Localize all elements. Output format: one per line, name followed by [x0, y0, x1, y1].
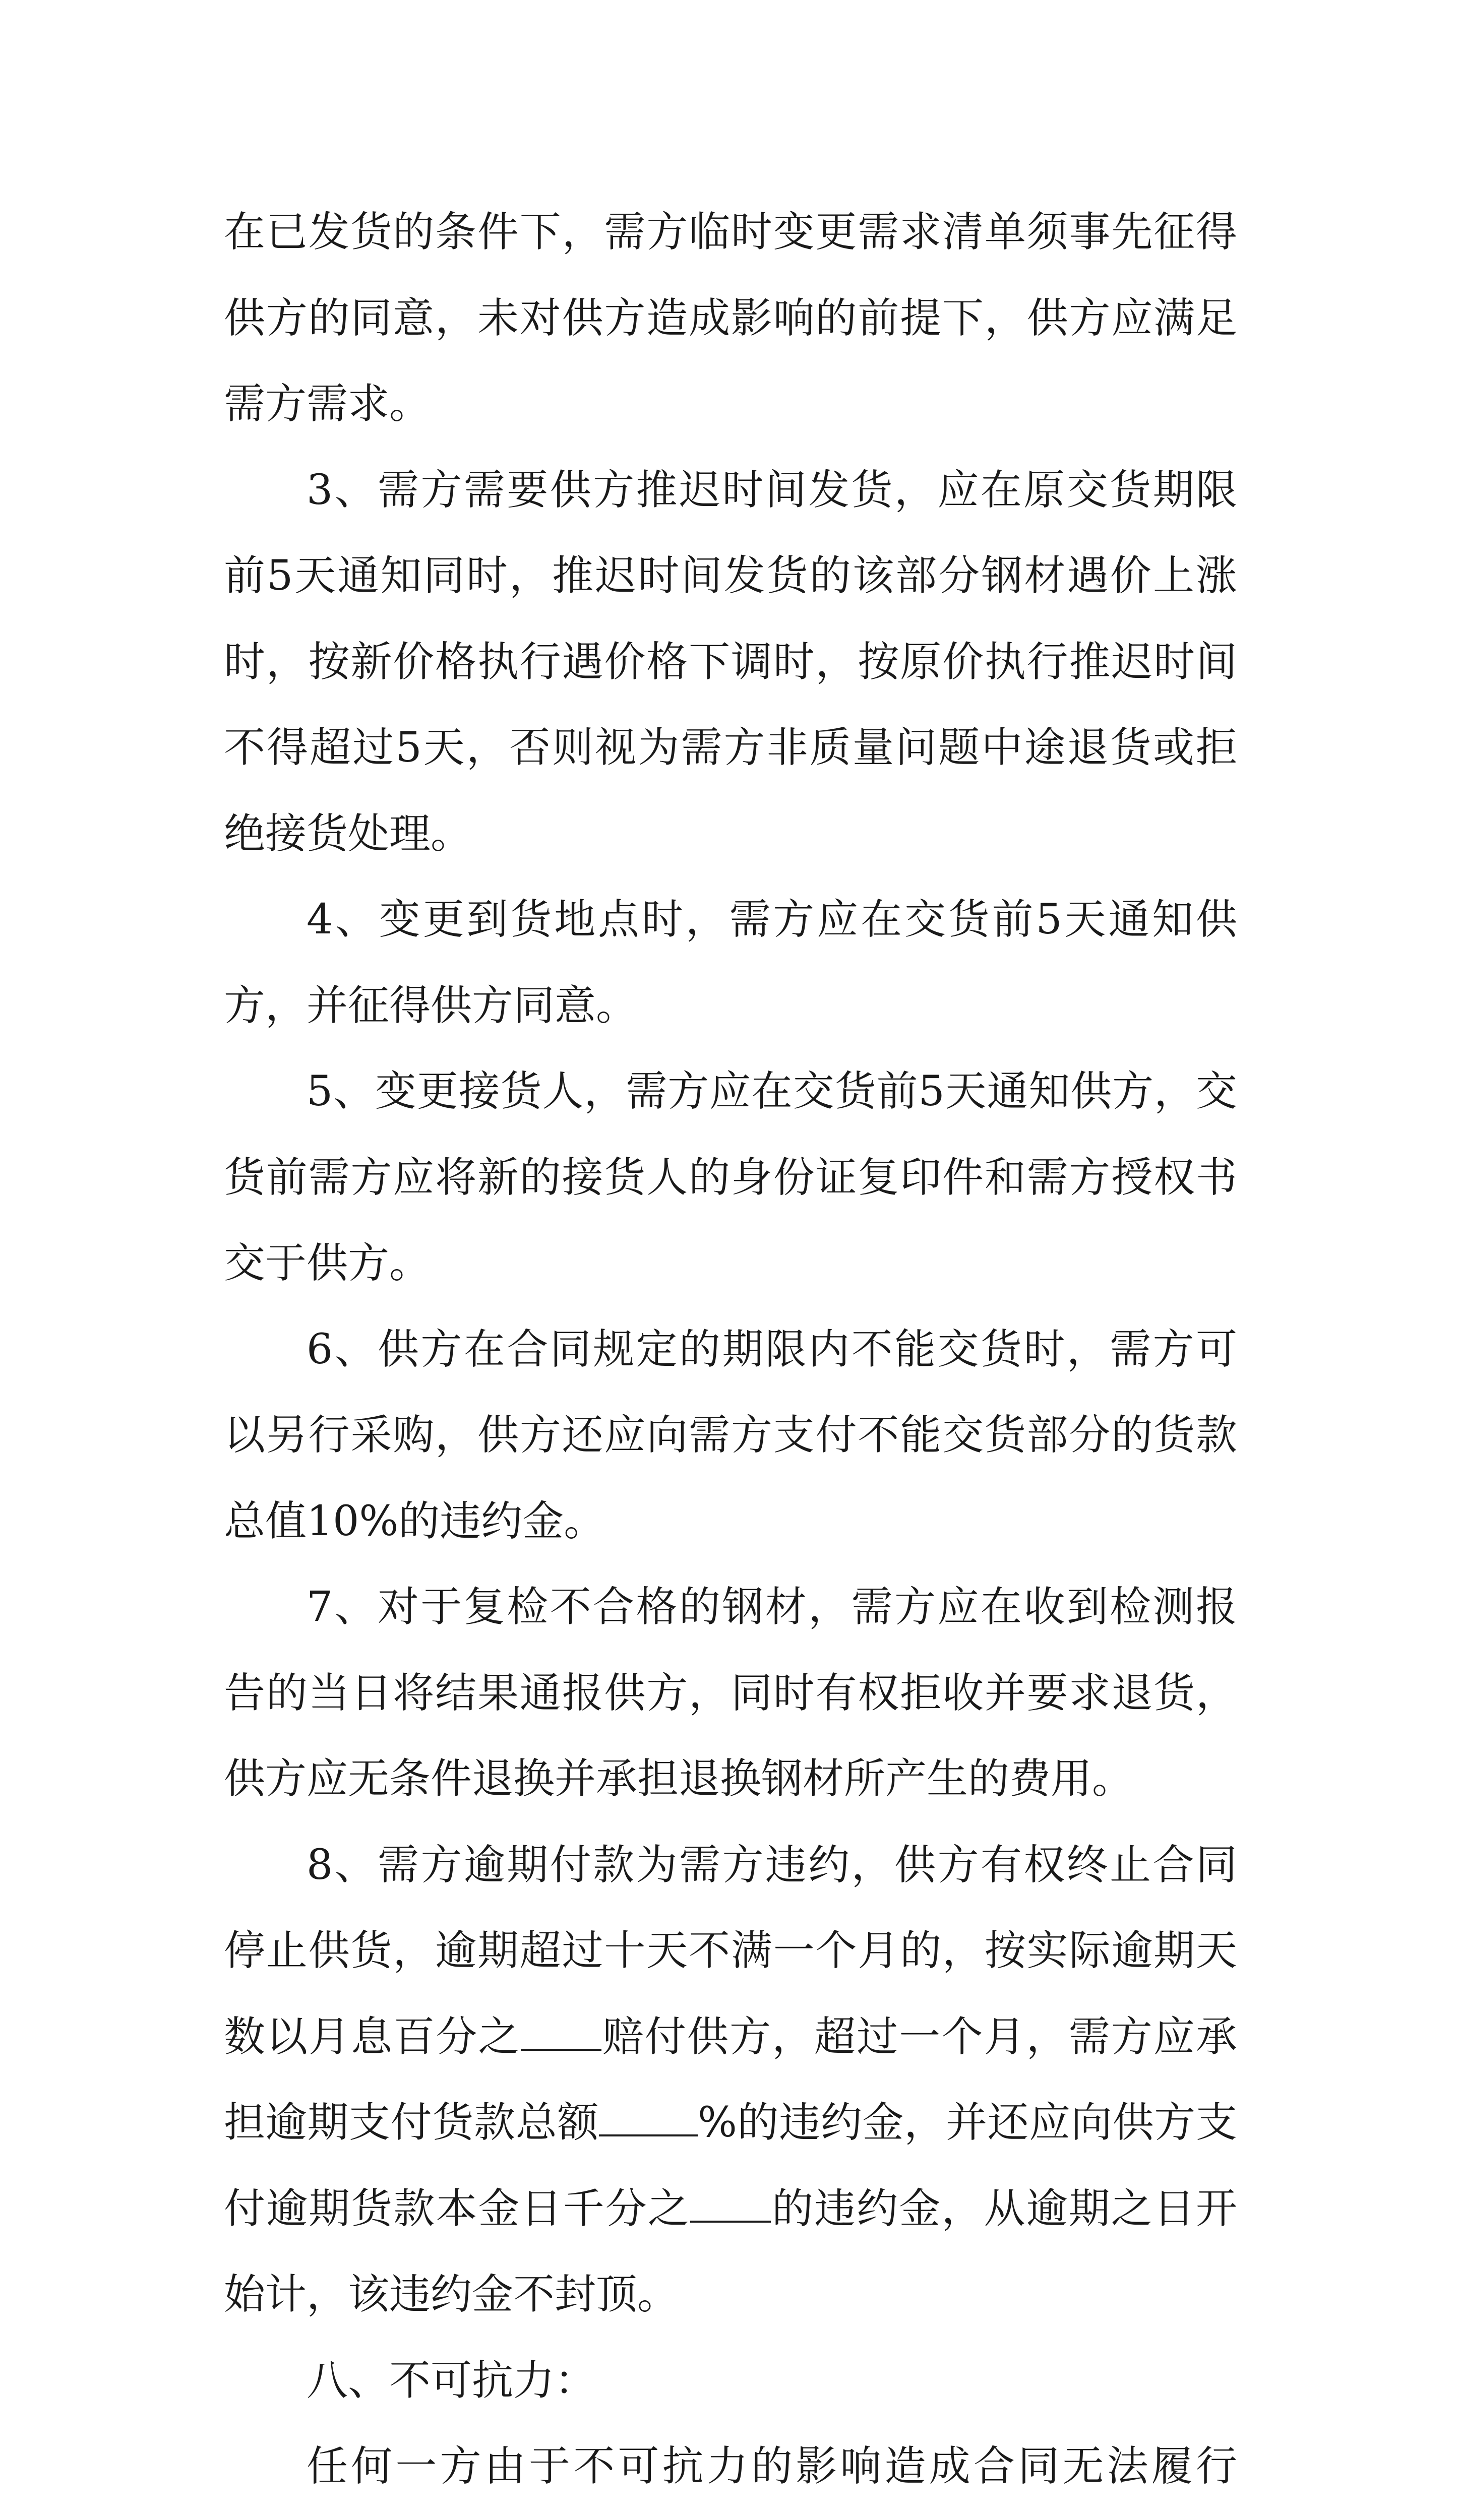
clause-8	[224, 1822, 1237, 2338]
clause-7: 7、对于复检不合格的钢材，需方应在收到检测报告的当日将结果通报供方，同时有权拒收并要求退货，供方应无条件退换并承担退换钢材所产生的费用。	[224, 1583, 1237, 1803]
clause-8-text-2: 赔付供方，超过一个月，需方应承担逾期支付货款总额	[224, 2012, 1237, 2147]
fill-in-blank	[690, 2183, 771, 2223]
clause-8-text-1: 8、需方逾期付款为需方违约，供方有权终止合同停止供货，逾期超过十天不满一个月的，按实际逾期天数以月息百分之	[224, 1841, 1237, 2061]
paragraph-force-majeure: 任何一方由于不可抗力的影响造成合同无法履行	[307, 2442, 1237, 2490]
clause-8-text-3: %的违约金，并还应向供方支付逾期货款本金日千分之	[224, 2099, 1237, 2233]
clause-6: 6、供方在合同规定的期限内不能交货时，需方可以另行采购，供方还应向需方支付不能交货部分的货款总值10%的违约金。	[224, 1325, 1237, 1545]
section-heading: 八、不可抗力：	[307, 2356, 596, 2405]
clause-5: 5、变更接货人，需方应在交货前5天通知供方，交货前需方应将新的接货人的身份证复印件和需方授权书交于供方。	[224, 1067, 1237, 1287]
fill-in-blank	[521, 2011, 601, 2051]
clause-8-text-4: 的违约金，从逾期之日开始计，该违约金不封顶。	[224, 2184, 1237, 2318]
document-body	[224, 190, 1237, 2520]
fill-in-blank	[599, 2097, 698, 2136]
clause-4: 4、变更到货地点时，需方应在交货前5天通知供方，并征得供方同意。	[224, 896, 1237, 1030]
clause-3: 3、需方需要供方推迟时间发货，应在原交货期限前5天通知同时，推迟时间发货的该部分钢材遇价上涨时，按新价格执行遇价格下调时，按原价执行推迟时间不得超过5天，否则视为需方非质量问题中途退货或拒绝接货处理。	[224, 466, 1237, 858]
paragraph-continuation: 在已发货的条件下，需方临时变更需求清单须事先征得供方的同意，未对供方造成影响的前提下，供方应满足需方需求。	[224, 208, 1237, 428]
